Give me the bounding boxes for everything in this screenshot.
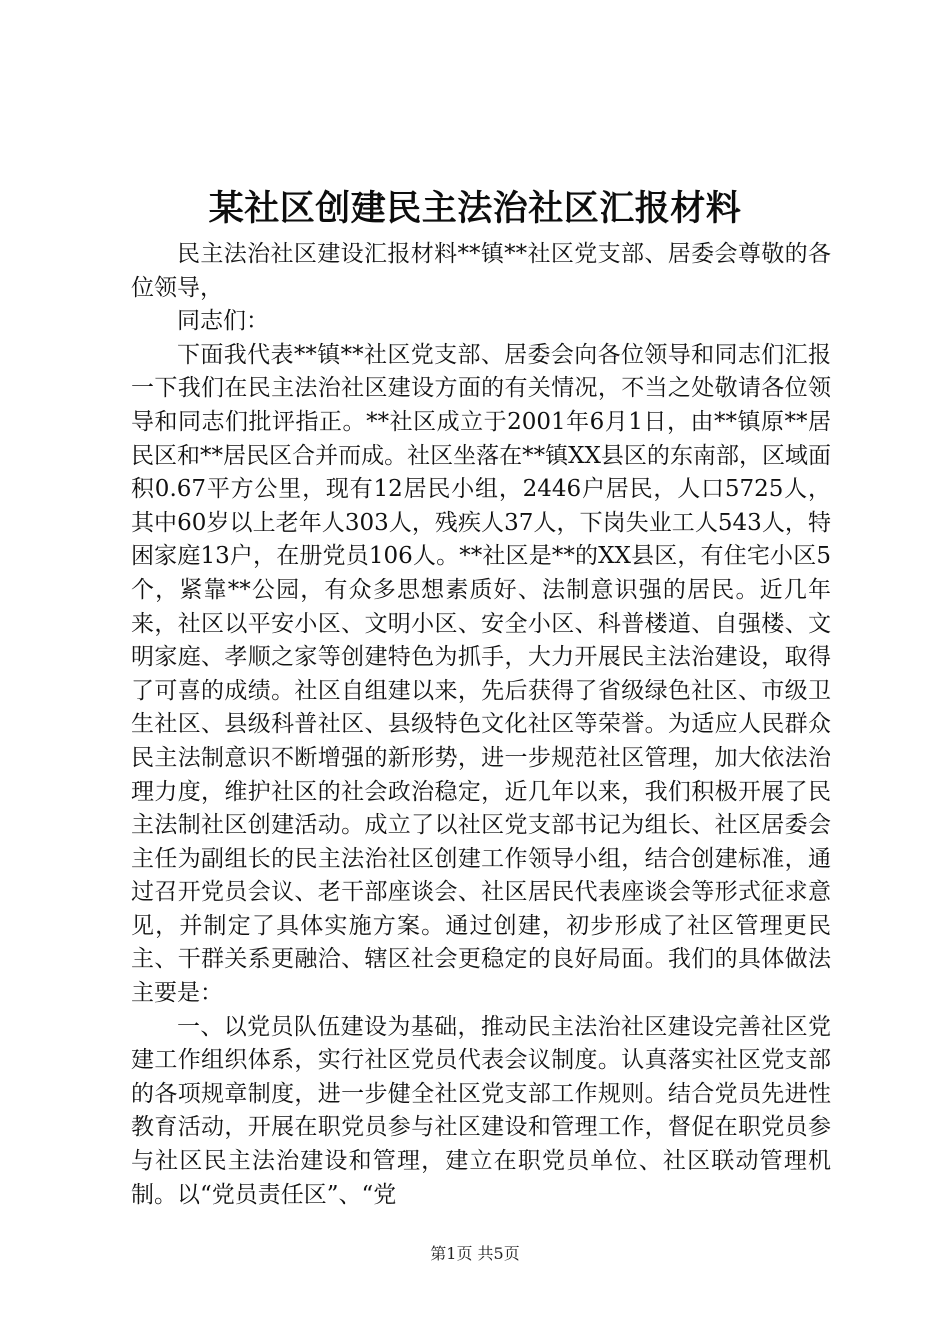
paragraph-greeting: 同志们： [177,308,269,335]
document-body [131,238,831,1212]
paragraph-introduction: 下面我代表**镇**社区党支部、居委会向各位领导和同志们汇报一下我们在民主法治社区建设方面的有关情况，不当之处敬请各位领导和同志们批评指正。**社区成立于2001年6月1日，由**镇原**居民区和**居民区合并而成。社区坐落在**镇XX县区的东南部，区域面积0.67平方公里，现有12居民小组，2446户居民，人口5725人，其中60岁以上老年人303人，残疾人37人，下岗失业工人543人，特困家庭13户，在册党员106人。**社区是**的XX县区，有住宅小区5个，紧靠**公园，有众多思想素质好、法制意识强的居民。近几年来，社区以平安小区、文明小区、安全小区、科普楼道、自强楼、文明家庭、孝顺之家等创建特色为抓手，大力开展民主法治建设，取得了可喜的成绩。社区自组建以来，先后获得了省级绿色社区、市级卫生社区、县级科普社区、县级特色文化社区等荣誉。为适应人民群众民主法制意识不断增强的新形势，进一步规范社区管理，加大依法治理力度，维护社区的社会政治稳定，近几年以来，我们积极开展了民主法制社区创建活动。成立了以社区党支部书记为组长、社区居委会主任为副组长的民主法治社区创建工作领导小组，结合创建标准，通过召开党员会议、老干部座谈会、社区居民代表座谈会等形式征求意见，并制定了具体实施方案。通过创建，初步形成了社区管理更民主、干群关系更融洽、辖区社会更稳定的良好局面。我们的具体做法主要是： [131,341,831,1007]
page-number-footer: 第1页 共5页 [430,1244,520,1263]
paragraph-salutation: 民主法治社区建设汇报材料**镇**社区党支部、居委会尊敬的各位领导， [131,241,831,301]
document-title: 某社区创建民主法治社区汇报材料 [208,188,742,229]
paragraph-section-one: 一、以党员队伍建设为基础，推动民主法治社区建设完善社区党建工作组织体系，实行社区党员代表会议制度。认真落实社区党支部的各项规章制度，进一步健全社区党支部工作规则。结合党员先进性教育活动，开展在职党员参与社区建设和管理工作，督促在职党员参与社区民主法治建设和管理，建立在职党员单位、社区联动管理机制。以“党员责任区”、“党 [131,1013,831,1208]
